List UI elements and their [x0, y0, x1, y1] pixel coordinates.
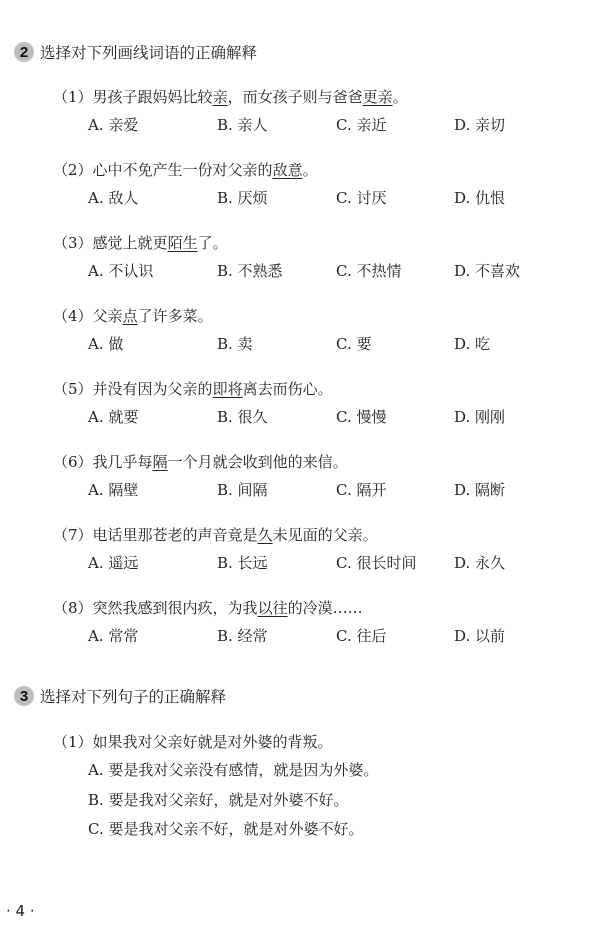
underlined-word: 点 — [122, 307, 138, 325]
option-b[interactable]: B. 长远 — [217, 554, 268, 572]
option-b[interactable]: B. 间隔 — [217, 481, 268, 499]
option-c[interactable]: C. 往后 — [336, 627, 387, 645]
option-d[interactable]: D. 不喜欢 — [454, 262, 521, 280]
question-3-options — [88, 260, 568, 280]
underlined-word: 即将 — [212, 380, 243, 398]
option-a[interactable]: A. 敌人 — [88, 189, 139, 207]
page-number: · 4 · — [6, 902, 35, 920]
underlined-word: 以往 — [257, 599, 288, 617]
option-d[interactable]: D. 以前 — [454, 627, 506, 645]
section-2-number-badge: 2 — [14, 42, 34, 62]
option-c[interactable]: C. 隔开 — [336, 481, 387, 499]
option-d[interactable]: D. 亲切 — [454, 116, 506, 134]
option-b[interactable]: B. 不熟悉 — [217, 262, 283, 280]
underlined-word: 陌生 — [167, 234, 198, 252]
choice-b[interactable]: B. 要是我对父亲好，就是对外婆不好。 — [88, 791, 349, 809]
option-b[interactable]: B. 很久 — [217, 408, 268, 426]
underlined-word: 隔 — [152, 453, 168, 471]
option-d[interactable]: D. 吃 — [454, 335, 491, 353]
option-b[interactable]: B. 经常 — [217, 627, 268, 645]
question-6-options — [88, 479, 568, 499]
option-c[interactable]: C. 慢慢 — [336, 408, 387, 426]
option-c[interactable]: C. 亲近 — [336, 116, 387, 134]
option-a[interactable]: A. 亲爱 — [88, 116, 139, 134]
option-c[interactable]: C. 要 — [336, 335, 372, 353]
option-d[interactable]: D. 仇恨 — [454, 189, 506, 207]
option-a[interactable]: A. 就要 — [88, 408, 139, 426]
section-2-title: 选择对下列画线词语的正确解释 — [40, 44, 258, 62]
option-a[interactable]: A. 遥远 — [88, 554, 139, 572]
option-a[interactable]: A. 做 — [88, 335, 124, 353]
underlined-word: 久 — [257, 526, 273, 544]
section-3-header — [14, 685, 226, 707]
question-7: （7）电话里那苍老的声音竟是久未见面的父亲。 — [53, 526, 378, 544]
underlined-word: 亲 — [212, 88, 228, 106]
option-b[interactable]: B. 卖 — [217, 335, 253, 353]
option-a[interactable]: A. 常常 — [88, 627, 139, 645]
option-a[interactable]: A. 不认识 — [88, 262, 154, 280]
question-4-options — [88, 333, 568, 353]
question-5-options — [88, 406, 568, 426]
question-2: （2）心中不免产生一份对父亲的敌意。 — [53, 161, 318, 179]
choice-c[interactable]: C. 要是我对父亲不好，就是对外婆不好。 — [88, 820, 364, 838]
question-1-options — [88, 114, 568, 134]
question-4: （4）父亲点了许多菜。 — [53, 307, 213, 325]
option-c[interactable]: C. 不热情 — [336, 262, 402, 280]
option-d[interactable]: D. 隔断 — [454, 481, 506, 499]
option-d[interactable]: D. 永久 — [454, 554, 506, 572]
question-1: （1）男孩子跟妈妈比较亲，而女孩子则与爸爸更亲。 — [53, 88, 408, 106]
question-8-options — [88, 625, 568, 645]
question-5: （5）并没有因为父亲的即将离去而伤心。 — [53, 380, 333, 398]
section-2-header — [14, 41, 257, 63]
option-c[interactable]: C. 讨厌 — [336, 189, 387, 207]
question-3: （3）感觉上就更陌生了。 — [53, 234, 228, 252]
option-d[interactable]: D. 刚刚 — [454, 408, 506, 426]
section-3-title: 选择对下列句子的正确解释 — [40, 688, 227, 706]
option-b[interactable]: B. 厌烦 — [217, 189, 268, 207]
question-8: （8）突然我感到很内疚，为我以往的冷漠…… — [53, 599, 363, 617]
section-3-number-badge: 3 — [14, 686, 34, 706]
section-3-question-1: （1）如果我对父亲好就是对外婆的背叛。 — [53, 733, 333, 751]
option-c[interactable]: C. 很长时间 — [336, 554, 417, 572]
underlined-word: 更亲 — [362, 88, 393, 106]
question-6: （6）我几乎每隔一个月就会收到他的来信。 — [53, 453, 348, 471]
option-a[interactable]: A. 隔壁 — [88, 481, 139, 499]
option-b[interactable]: B. 亲人 — [217, 116, 268, 134]
choice-a[interactable]: A. 要是我对父亲没有感情，就是因为外婆。 — [88, 761, 379, 779]
underlined-word: 敌意 — [272, 161, 303, 179]
question-2-options — [88, 187, 568, 207]
question-7-options — [88, 552, 568, 572]
